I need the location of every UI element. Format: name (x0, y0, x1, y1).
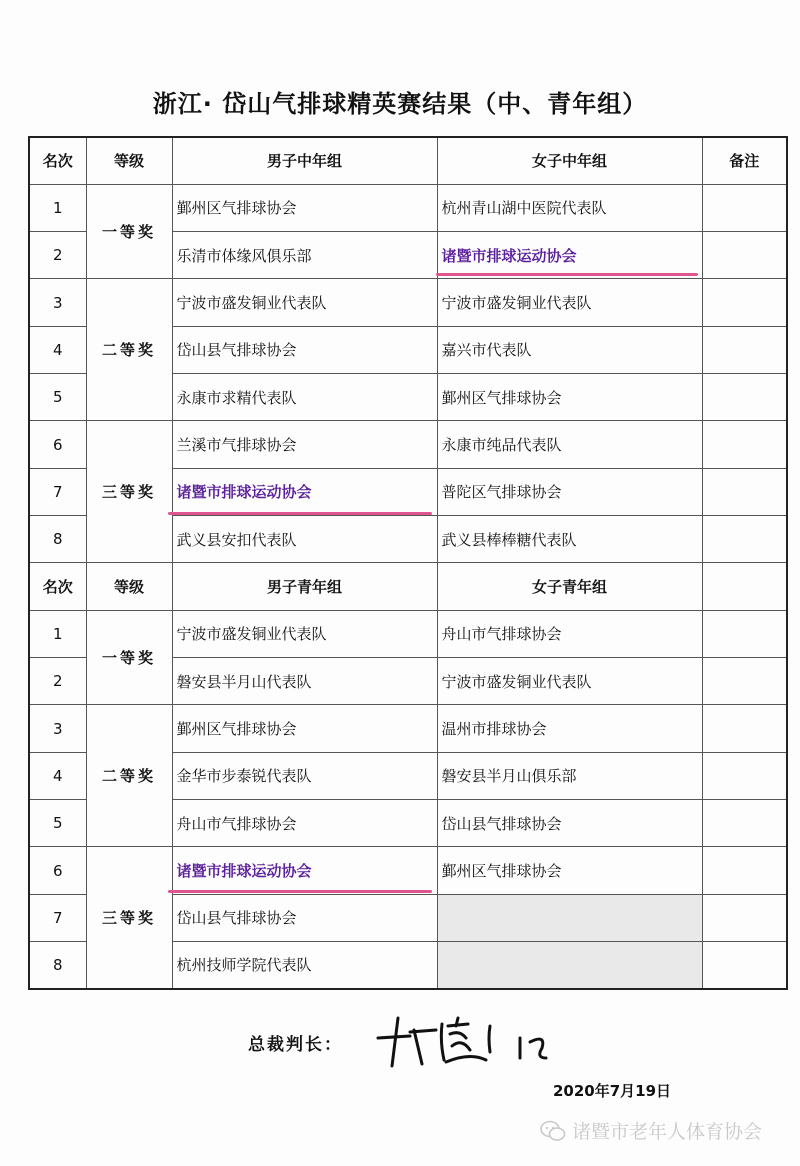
men-team-cell (172, 468, 437, 515)
note-cell (702, 516, 787, 563)
women-team-cell (437, 232, 702, 279)
rank-cell: 1 (29, 610, 86, 657)
women-team-cell: 永康市纯品代表队 (437, 421, 702, 468)
note-cell (702, 468, 787, 515)
rank-cell: 2 (29, 658, 86, 705)
rank-cell: 4 (29, 326, 86, 373)
note-cell (702, 279, 787, 326)
rank-cell: 1 (29, 184, 86, 231)
header-rank: 名次 (29, 563, 86, 610)
results-table (28, 136, 788, 990)
wechat-icon (540, 1120, 566, 1142)
grade-cell: 三等奖 (86, 421, 172, 563)
women-team-cell: 鄞州区气排球协会 (437, 374, 702, 421)
rank-cell: 5 (29, 374, 86, 421)
date-text: 2020年7月19日 (553, 1082, 672, 1100)
women-team-cell: 岱山县气排球协会 (437, 800, 702, 847)
men-team-cell: 岱山县气排球协会 (172, 894, 437, 941)
men-team-cell: 永康市求精代表队 (172, 374, 437, 421)
women-team-cell: 温州市排球协会 (437, 705, 702, 752)
table-row (29, 847, 787, 894)
grade-cell: 二等奖 (86, 705, 172, 847)
signature-image (370, 1008, 570, 1068)
rank-cell: 6 (29, 421, 86, 468)
header-men-mid: 男子中年组 (172, 137, 437, 184)
header-women-youth: 女子青年组 (437, 563, 702, 610)
highlighted-team: 诸暨市排球运动协会 (176, 862, 312, 881)
note-cell (702, 752, 787, 799)
women-team-cell: 嘉兴市代表队 (437, 326, 702, 373)
women-team-cell: 舟山市气排球协会 (437, 610, 702, 657)
men-team-cell: 宁波市盛发铜业代表队 (172, 279, 437, 326)
rank-cell: 4 (29, 752, 86, 799)
note-cell-empty (702, 894, 787, 941)
grade-cell: 一等奖 (86, 610, 172, 705)
men-team-cell: 宁波市盛发铜业代表队 (172, 610, 437, 657)
men-team-cell: 舟山市气排球协会 (172, 800, 437, 847)
rank-cell: 5 (29, 800, 86, 847)
women-team-cell: 鄞州区气排球协会 (437, 847, 702, 894)
table-row (29, 279, 787, 326)
note-cell (702, 421, 787, 468)
men-team-cell (172, 847, 437, 894)
rank-cell: 7 (29, 468, 86, 515)
women-team-cell: 武义县棒棒糖代表队 (437, 516, 702, 563)
men-team-cell: 乐清市体缘风俱乐部 (172, 232, 437, 279)
men-team-cell: 武义县安扣代表队 (172, 516, 437, 563)
header-rank: 名次 (29, 137, 86, 184)
header-row-mid (29, 137, 787, 184)
highlighted-team: 诸暨市排球运动协会 (176, 483, 312, 502)
men-team-cell: 兰溪市气排球协会 (172, 421, 437, 468)
women-team-cell: 磐安县半月山俱乐部 (437, 752, 702, 799)
women-team-cell: 宁波市盛发铜业代表队 (437, 279, 702, 326)
men-team-cell: 杭州技师学院代表队 (172, 942, 437, 989)
rank-cell: 3 (29, 705, 86, 752)
header-note: 备注 (702, 137, 787, 184)
rank-cell: 7 (29, 894, 86, 941)
men-team-cell: 鄞州区气排球协会 (172, 184, 437, 231)
women-team-cell-empty (437, 894, 702, 941)
rank-cell: 6 (29, 847, 86, 894)
grade-cell: 一等奖 (86, 184, 172, 279)
men-team-cell: 磐安县半月山代表队 (172, 658, 437, 705)
table-row (29, 610, 787, 657)
header-women-mid: 女子中年组 (437, 137, 702, 184)
table-row (29, 421, 787, 468)
note-cell-empty (702, 942, 787, 989)
header-note-empty (702, 563, 787, 610)
note-cell (702, 184, 787, 231)
women-team-cell: 杭州青山湖中医院代表队 (437, 184, 702, 231)
women-team-cell-empty (437, 942, 702, 989)
note-cell (702, 232, 787, 279)
men-team-cell: 岱山县气排球协会 (172, 326, 437, 373)
header-men-youth: 男子青年组 (172, 563, 437, 610)
highlighted-team: 诸暨市排球运动协会 (441, 246, 577, 265)
page-title: 浙江· 岱山气排球精英赛结果（中、青年组） (152, 90, 648, 118)
header-grade: 等级 (86, 137, 172, 184)
table-row (29, 184, 787, 231)
highlight-underline (436, 273, 698, 276)
note-cell (702, 847, 787, 894)
header-row-youth (29, 563, 787, 610)
highlight-underline (168, 512, 432, 515)
women-team-cell: 普陀区气排球协会 (437, 468, 702, 515)
women-team-cell: 宁波市盛发铜业代表队 (437, 658, 702, 705)
note-cell (702, 610, 787, 657)
header-grade: 等级 (86, 563, 172, 610)
men-team-cell: 金华市步泰锐代表队 (172, 752, 437, 799)
watermark (540, 1117, 762, 1144)
grade-cell: 二等奖 (86, 279, 172, 421)
rank-cell: 8 (29, 942, 86, 989)
grade-cell: 三等奖 (86, 847, 172, 989)
table-row (29, 705, 787, 752)
men-team-cell: 鄞州区气排球协会 (172, 705, 437, 752)
note-cell (702, 705, 787, 752)
rank-cell: 8 (29, 516, 86, 563)
chief-referee-label: 总裁判长： (248, 1035, 343, 1055)
rank-cell: 3 (29, 279, 86, 326)
note-cell (702, 658, 787, 705)
note-cell (702, 374, 787, 421)
watermark-text: 诸暨市老年人体育协会 (572, 1121, 763, 1143)
rank-cell: 2 (29, 232, 86, 279)
note-cell (702, 326, 787, 373)
note-cell (702, 800, 787, 847)
highlight-underline (168, 890, 432, 893)
